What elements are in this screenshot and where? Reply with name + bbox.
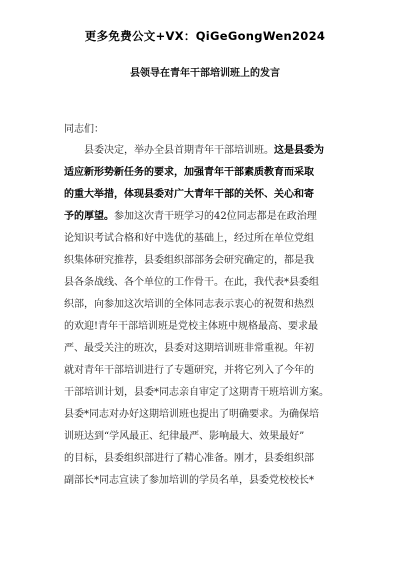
body-text-segment: 县委*同志对办好这期培训班也提出了明确要求。为确保培 (64, 409, 319, 420)
body-line (64, 228, 352, 250)
watermark-header: 更多免费公文+VX：QiGeGongWen2024 (84, 29, 326, 43)
body-text-segment: 县委决定，举办全县首期青年干部培训班。 (84, 145, 274, 156)
salutation: 同志们： (64, 124, 104, 135)
body-text-segment: 训班达到“学风最正、纪律最严、影响最大、效果最好” (64, 431, 305, 442)
body-line (64, 294, 352, 316)
body-paragraph (64, 140, 352, 492)
body-line (64, 140, 352, 162)
body-line (64, 404, 352, 426)
body-line (64, 184, 352, 206)
body-line (64, 470, 352, 492)
emphasized-text: 这是县委为 (274, 145, 324, 156)
body-text-segment: 参加这次青干班学习的42位同志都是在政治理 (114, 211, 317, 222)
body-line (64, 316, 352, 338)
body-text-segment: 织集体研究推荐，县委组织部部务会研究确定的，都是我 (64, 255, 314, 266)
body-text-segment: 论知识考试合格和好中选优的基础上，经过所在单位党组 (64, 233, 314, 244)
body-line (64, 338, 352, 360)
body-text-segment: 织部，向参加这次培训的全体同志表示衷心的祝贺和热烈 (64, 299, 314, 310)
emphasized-text: 适应新形势新任务的要求，加强青年干部素质教育而采取 (64, 167, 314, 178)
body-text-segment: 副部长*同志宣读了参加培训的学员名单，县委党校校长* (64, 475, 314, 486)
body-line (64, 206, 352, 228)
body-line (64, 162, 352, 184)
body-text-segment: 干部培训计划，县委*同志亲自审定了这期青干班培训方案。 (64, 387, 329, 398)
document-title: 县领导在青年干部培训班上的发言 (130, 68, 280, 79)
body-text-segment: 的目标，县委组织部进行了精心准备。刚才，县委组织部 (64, 453, 314, 464)
body-text-segment: 严、最受关注的班次，县委对这期培训班非常重视。年初 (64, 343, 314, 354)
emphasized-text: 予的厚望。 (64, 211, 114, 222)
body-text-segment: 的欢迎!青年干部培训班是党校主体班中规格最高、要求最 (64, 321, 319, 332)
body-line (64, 382, 352, 404)
body-text-segment: 县各条战线、各个单位的工作骨干。在此，我代表*县委组 (64, 277, 319, 288)
body-text-segment: 就对青年干部培训进行了专题研究，并将它列入了今年的 (64, 365, 314, 376)
body-line (64, 360, 352, 382)
body-line (64, 448, 352, 470)
body-line (64, 250, 352, 272)
body-line (64, 426, 352, 448)
emphasized-text: 的重大举措，体现县委对广大青年干部的关怀、关心和寄 (64, 189, 314, 200)
body-line (64, 272, 352, 294)
